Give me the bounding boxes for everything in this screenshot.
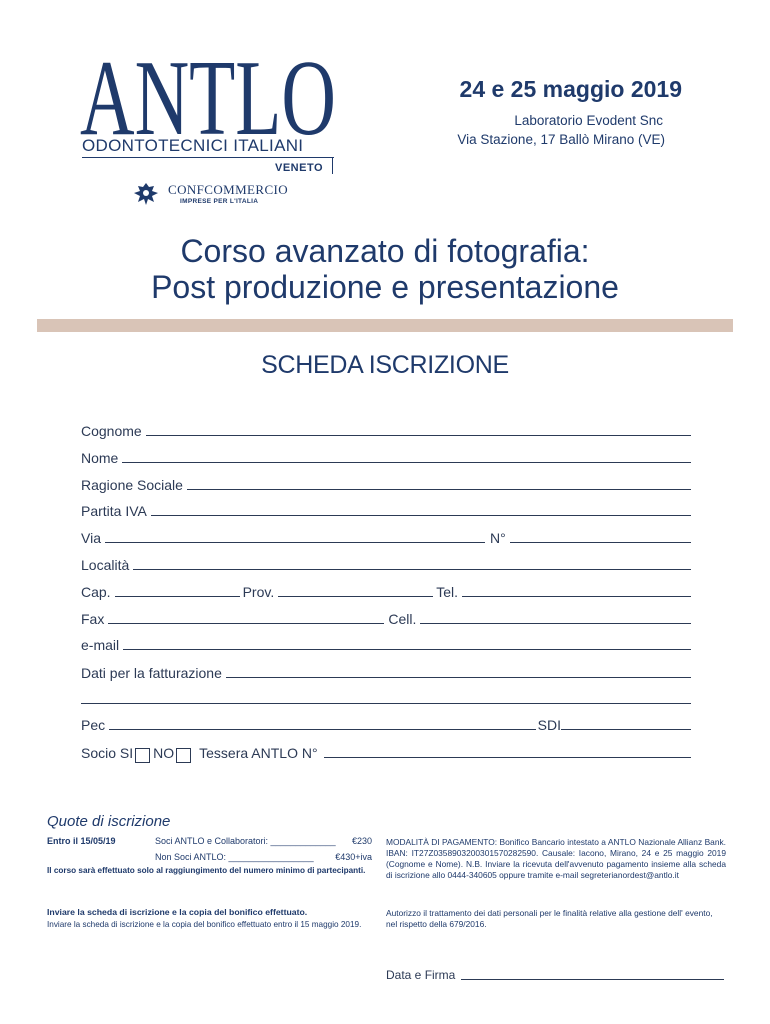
tessera-field[interactable] — [324, 756, 691, 758]
fees-note: Il corso sarà effettuato solo al raggiungimento del numero minimo di partecipanti. — [47, 866, 366, 875]
email-row — [81, 635, 691, 653]
logo-divider — [82, 157, 334, 158]
signature-label: Data e Firma — [386, 968, 456, 982]
fatturazione-label: Dati per la fatturazione — [81, 665, 222, 681]
payment-info: MODALITÀ DI PAGAMENTO: Bonifico Bancario intestato a ANTLO Nazionale Allianz Bank. IBAN: IT27Z0358903200301570282590. Causale: Iacono, Mirano, 24 e 25 maggio 2019 (Cognome e Nome). N.B. Inviare la ricevuta dell'avvenuto pagamento insieme alla scheda di iscrizione allo 0444-340605 oppure tramite e-mail segreterianordest@antlo.it — [386, 837, 726, 880]
tel-label: Tel. — [436, 584, 459, 600]
signature-row — [386, 968, 724, 982]
partita-iva-label: Partita IVA — [81, 503, 147, 519]
svg-text:ANTLO: ANTLO — [80, 39, 336, 138]
numero-label: N° — [489, 530, 506, 546]
socio-si-checkbox[interactable] — [135, 748, 150, 763]
cap-row — [81, 582, 691, 600]
email-label: e-mail — [81, 637, 120, 653]
sdi-label: SDI — [537, 717, 561, 733]
fatturazione-field[interactable] — [226, 676, 691, 678]
fees-deadline: Entro il 15/05/19 — [47, 836, 116, 846]
cognome-label: Cognome — [81, 423, 142, 439]
antlo-logo — [80, 38, 342, 218]
event-date: 24 e 25 maggio 2019 — [459, 76, 682, 102]
tel-field[interactable] — [462, 595, 691, 597]
cell-label: Cell. — [388, 611, 417, 627]
send-deadline: Inviare la scheda di iscrizione e la copia del bonifico effettuato entro il 15 maggio 2019. — [47, 920, 362, 929]
ragione-sociale-label: Ragione Sociale — [81, 477, 183, 493]
fax-label: Fax — [81, 611, 105, 627]
via-label: Via — [81, 530, 101, 546]
socio-label: Socio SI — [81, 745, 134, 761]
partita-iva-field[interactable] — [151, 514, 691, 516]
cap-field[interactable] — [115, 595, 240, 597]
ragione-sociale-field[interactable] — [187, 488, 691, 490]
numero-field[interactable] — [510, 541, 691, 543]
partita-iva-row — [81, 501, 691, 519]
fax-row — [81, 609, 691, 627]
localita-row — [81, 555, 691, 573]
course-title-line2: Post produzione e presentazione — [151, 269, 619, 305]
antlo-wordmark — [80, 38, 342, 138]
sdi-field[interactable] — [561, 728, 691, 730]
nome-field[interactable] — [122, 461, 691, 463]
via-field[interactable] — [105, 541, 485, 543]
logo-region-divider — [332, 158, 333, 174]
tessera-label: Tessera ANTLO N° — [199, 745, 318, 761]
socio-row — [81, 743, 691, 761]
nome-row — [81, 448, 691, 466]
nome-label: Nome — [81, 450, 119, 466]
privacy-consent: Autorizzo il trattamento dei dati personali per le finalità relative alla gestione dell' evento, nel rispetto della 679/2016. — [386, 908, 713, 929]
form-title: SCHEDA ISCRIZIONE — [261, 351, 509, 379]
prov-field[interactable] — [278, 595, 433, 597]
pec-label: Pec — [81, 717, 106, 733]
fees-soci-price: €230 — [351, 836, 372, 846]
pec-row — [81, 715, 691, 733]
fatturazione-row-2 — [81, 689, 691, 707]
fees-non-soci-label: Non Soci ANTLO: _________________ — [155, 852, 314, 862]
ragione-sociale-row — [81, 475, 691, 493]
pec-field[interactable] — [109, 728, 536, 730]
fees-non-soci-price: €430+iva — [335, 852, 372, 862]
logo-subtitle: ODONTOTECNICI ITALIANI — [82, 136, 304, 155]
cognome-field[interactable] — [146, 434, 691, 436]
signature-field[interactable] — [461, 978, 724, 980]
socio-no-label: NO — [153, 745, 175, 761]
localita-field[interactable] — [133, 568, 691, 570]
venue-address: Via Stazione, 17 Ballò Mirano (VE) — [457, 132, 665, 147]
email-field[interactable] — [123, 648, 691, 650]
logo-region: VENETO — [275, 162, 324, 174]
localita-label: Località — [81, 557, 130, 573]
via-row — [81, 528, 691, 546]
fees-heading: Quote di iscrizione — [47, 813, 171, 830]
fax-field[interactable] — [108, 622, 384, 624]
fees-soci-label: Soci ANTLO e Collaboratori: _____________ — [155, 836, 336, 846]
partner-name: CONFCOMMERCIO — [168, 182, 289, 197]
section-band — [37, 319, 733, 332]
course-title-line1: Corso avanzato di fotografia: — [180, 233, 590, 269]
fatturazione-field-2[interactable] — [81, 702, 691, 704]
fatturazione-row — [81, 663, 691, 681]
cell-field[interactable] — [420, 622, 691, 624]
partner-subtitle: IMPRESE PER L'ITALIA — [180, 198, 259, 205]
venue-name: Laboratorio Evodent Snc — [514, 113, 663, 128]
prov-label: Prov. — [242, 584, 275, 600]
cognome-row — [81, 421, 691, 439]
socio-no-checkbox[interactable] — [176, 748, 191, 763]
confcommercio-eagle-icon — [132, 180, 160, 208]
cap-label: Cap. — [81, 584, 111, 600]
send-instruction: Inviare la scheda di iscrizione e la copia del bonifico effettuato. — [47, 907, 308, 917]
course-title — [0, 233, 770, 305]
